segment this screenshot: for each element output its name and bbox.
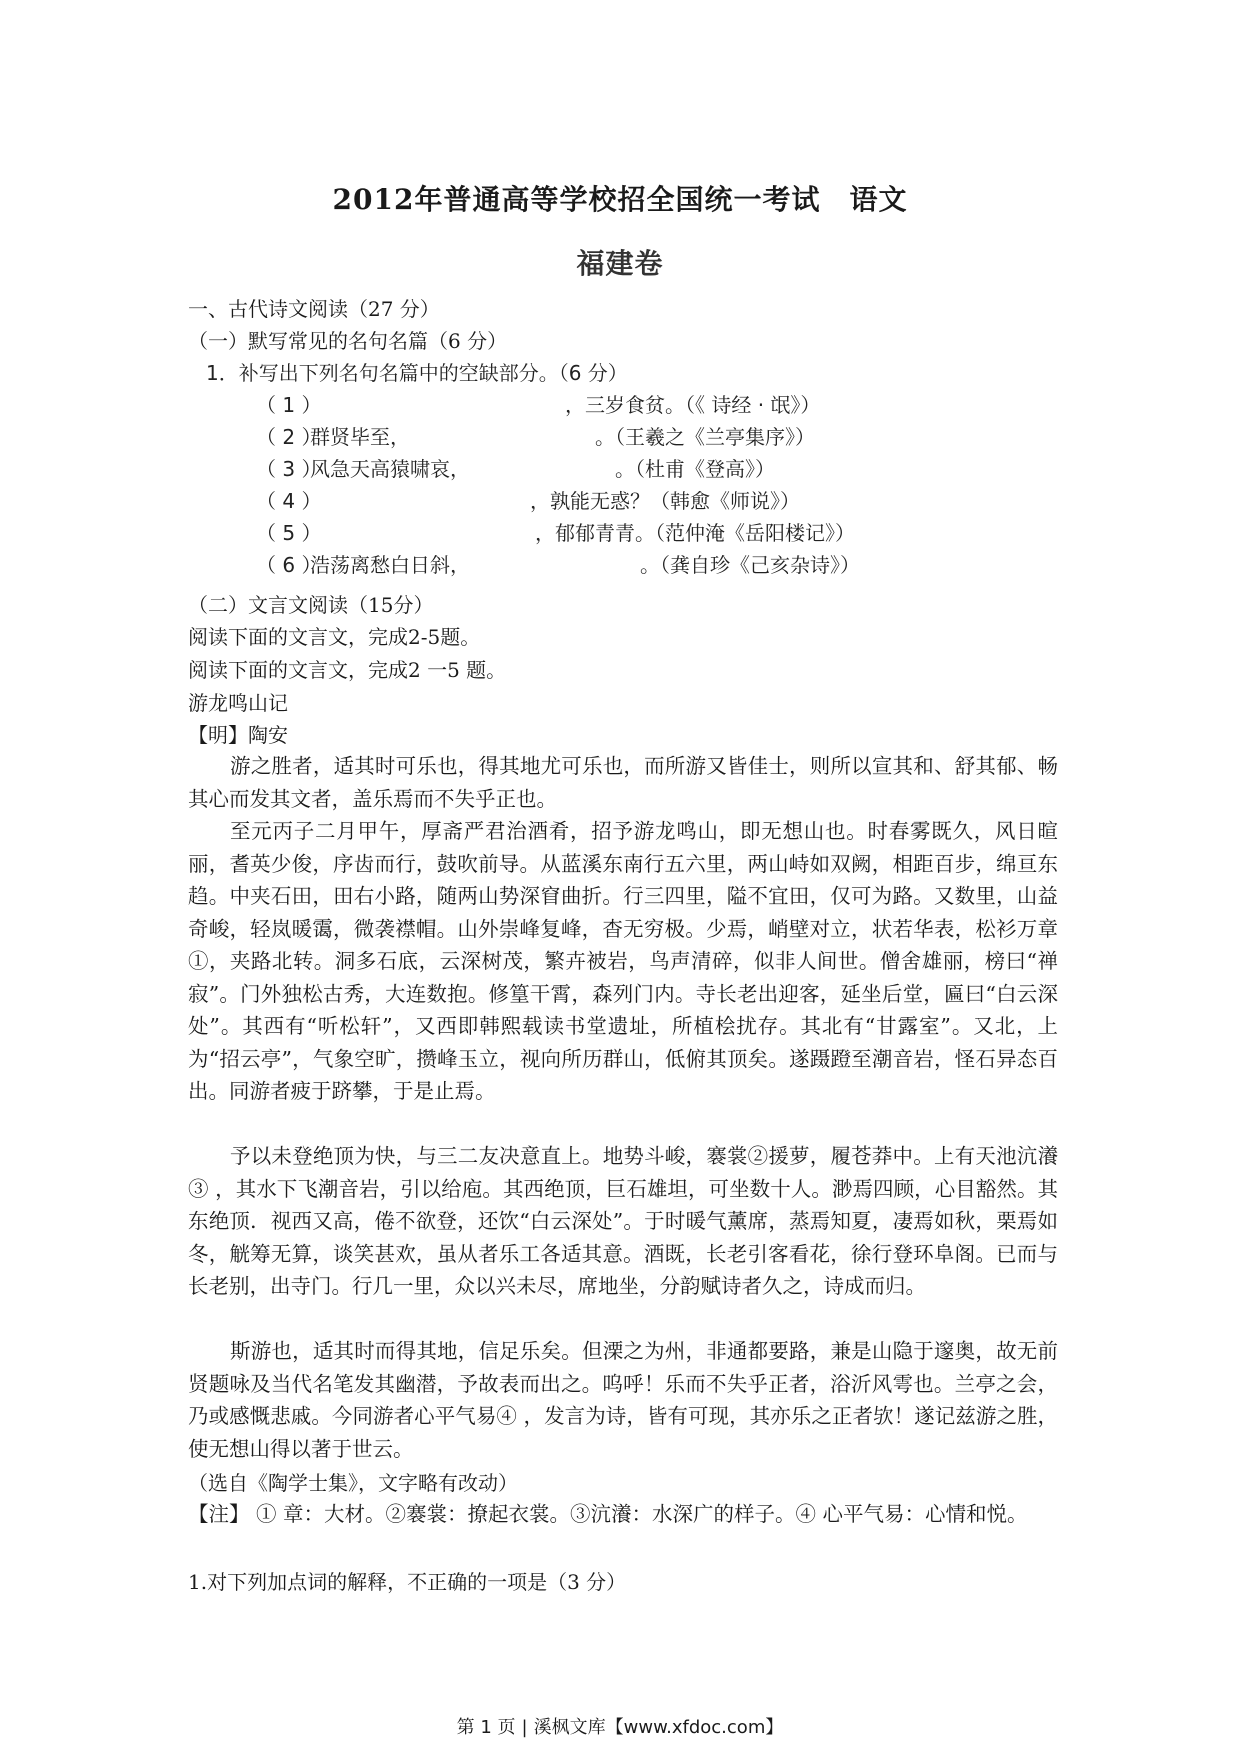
- essay-title: 游龙鸣山记: [188, 691, 288, 715]
- instruction-2: 阅读下面的文言文，完成2 一5 题。: [188, 658, 507, 682]
- blank-post: ，三岁食贫。（《 诗经 · 氓》）: [565, 393, 821, 417]
- essay-notes: 【注】 ① 章：大材。②褰裳：撩起衣裳。③沆瀁：水深广的样子。④ 心平气易：心情和悦。: [188, 1502, 1028, 1526]
- blank-pre: 浩荡离愁白日斜，: [310, 553, 470, 577]
- page-footer: [0, 1713, 1240, 1739]
- blank-number: （ 1 ）: [256, 393, 322, 417]
- blank-line-3: [256, 453, 775, 482]
- blank-line-6: [256, 549, 860, 578]
- page-title: 2012年普通高等学校招全国统一考试 语文: [332, 183, 908, 216]
- part-heading-1: （一）默写常见的名句名篇（6 分）: [188, 329, 508, 353]
- footer-page-number: 第 1 页: [456, 1717, 516, 1738]
- footer-separator: |: [521, 1717, 528, 1738]
- essay-author: 【明】陶安: [188, 723, 288, 747]
- blank-post: 。（王羲之《兰亭集序》）: [595, 425, 815, 449]
- essay-source: （选自《陶学士集》，文字略有改动）: [188, 1471, 518, 1495]
- question-1: 1．补写出下列名句名篇中的空缺部分。（6 分）: [206, 361, 628, 385]
- question-text: 1.对下列加点词的解释，不正确的一项是（3 分）: [188, 1570, 627, 1594]
- blank-number: （ 2 ）: [256, 425, 322, 449]
- instruction-1: 阅读下面的文言文，完成2-5题。: [188, 625, 481, 649]
- footer-site: 溪枫文库【www.xfdoc.com】: [533, 1717, 784, 1738]
- blank-post: 。（龚自珍《己亥杂诗》）: [640, 553, 860, 577]
- blank-line-5: [256, 517, 855, 546]
- blank-post: ，郁郁青青。（范仲淹《岳阳楼记》）: [535, 521, 855, 545]
- blank-line-4: [256, 485, 800, 514]
- blank-pre: 风急天高猿啸哀，: [310, 457, 470, 481]
- page-subtitle: 福建卷: [576, 247, 664, 280]
- blank-pre: 群贤毕至，: [310, 425, 410, 449]
- blank-number: （ 6 ）: [256, 553, 322, 577]
- blank-post: ，孰能无惑？（韩愈《师说》）: [530, 489, 800, 513]
- blank-number: （ 4 ）: [256, 489, 322, 513]
- blank-line-2: [256, 421, 815, 450]
- part-heading-2: （二）文言文阅读（15分）: [188, 593, 434, 617]
- essay-paragraph-3: 予以未登绝顶为快，与三二友决意直上。地势斗峻，褰裳②援萝，履苍莽中。上有天池沆瀁③ ，其水下飞潮音岩，引以给庖。其西绝顶，巨石雄坦，可坐数十人。渺焉四顾，心目豁然。其东绝顶．视西又高，倦不欲登，还饮“白云深处”。于时暖气薰席，蒸焉知夏，凄焉如秋，栗焉如冬，觥筹无算，谈笑甚欢，虽从者乐工各适其意。酒既，长老引客看花，徐行登环阜阁。已而与长老别，出寺门。行几一里，众以兴未尽，席地坐，分韵赋诗者久之，诗成而归。: [188, 1144, 1058, 1298]
- essay-paragraph-1: 游之胜者，适其时可乐也，得其地尤可乐也，而所游又皆佳士，则所以宣其和、舒其郁、畅其心而发其文者，盖乐焉而不失乎正也。: [188, 754, 1058, 811]
- section-heading: 一、古代诗文阅读（27 分）: [188, 297, 440, 321]
- blank-post: 。（杜甫《登高》）: [615, 457, 775, 481]
- blank-line-1: [256, 389, 820, 418]
- blank-number: （ 5 ）: [256, 521, 322, 545]
- blank-number: （ 3 ）: [256, 457, 322, 481]
- essay-paragraph-2: 至元丙子二月甲午，厚斋严君治酒肴，招予游龙鸣山，即无想山也。时春雾既久，风日暄丽，耆英少俊，序齿而行，鼓吹前导。从蓝溪东南行五六里，两山峙如双阙，相距百步，绵亘东趋。中夹石田，田右小路，随两山势深窅曲折。行三四里，隘不宜田，仅可为路。又数里，山益奇峻，轻岚暖霭，微袭襟帽。山外崇峰复峰，杳无穷极。少焉，峭壁对立，状若华表，松衫万章①，夹路北转。洞多石底，云深树茂，繁卉被岩，鸟声清碎，似非人间世。僧舍雄丽，榜曰“禅寂”。门外独松古秀，大连数抱。修篁干霄，森列门内。寺长老出迎客，延坐后堂，匾曰“白云深处”。其西有“听松轩”，又西即韩熙载读书堂遗址，所植桧扰存。其北有“甘露室”。又北，上为“招云亭”，气象空旷，攒峰玉立，视向所历群山，低俯其顶矣。遂蹑蹬至潮音岩，怪石异态百出。同游者疲于跻攀，于是止焉。: [188, 819, 1058, 1103]
- essay-paragraph-4: 斯游也，适其时而得其地，信足乐矣。但溧之为州，非通都要路，兼是山隐于邃奥，故无前贤题咏及当代名笔发其幽潜，予故表而出之。呜呼！乐而不失乎正者，浴沂风雩也。兰亭之会，乃或感慨悲戚。今同游者心平气易④ ，发言为诗，皆有可现，其亦乐之正者欤！遂记兹游之胜，使无想山得以著于世云。: [188, 1339, 1058, 1461]
